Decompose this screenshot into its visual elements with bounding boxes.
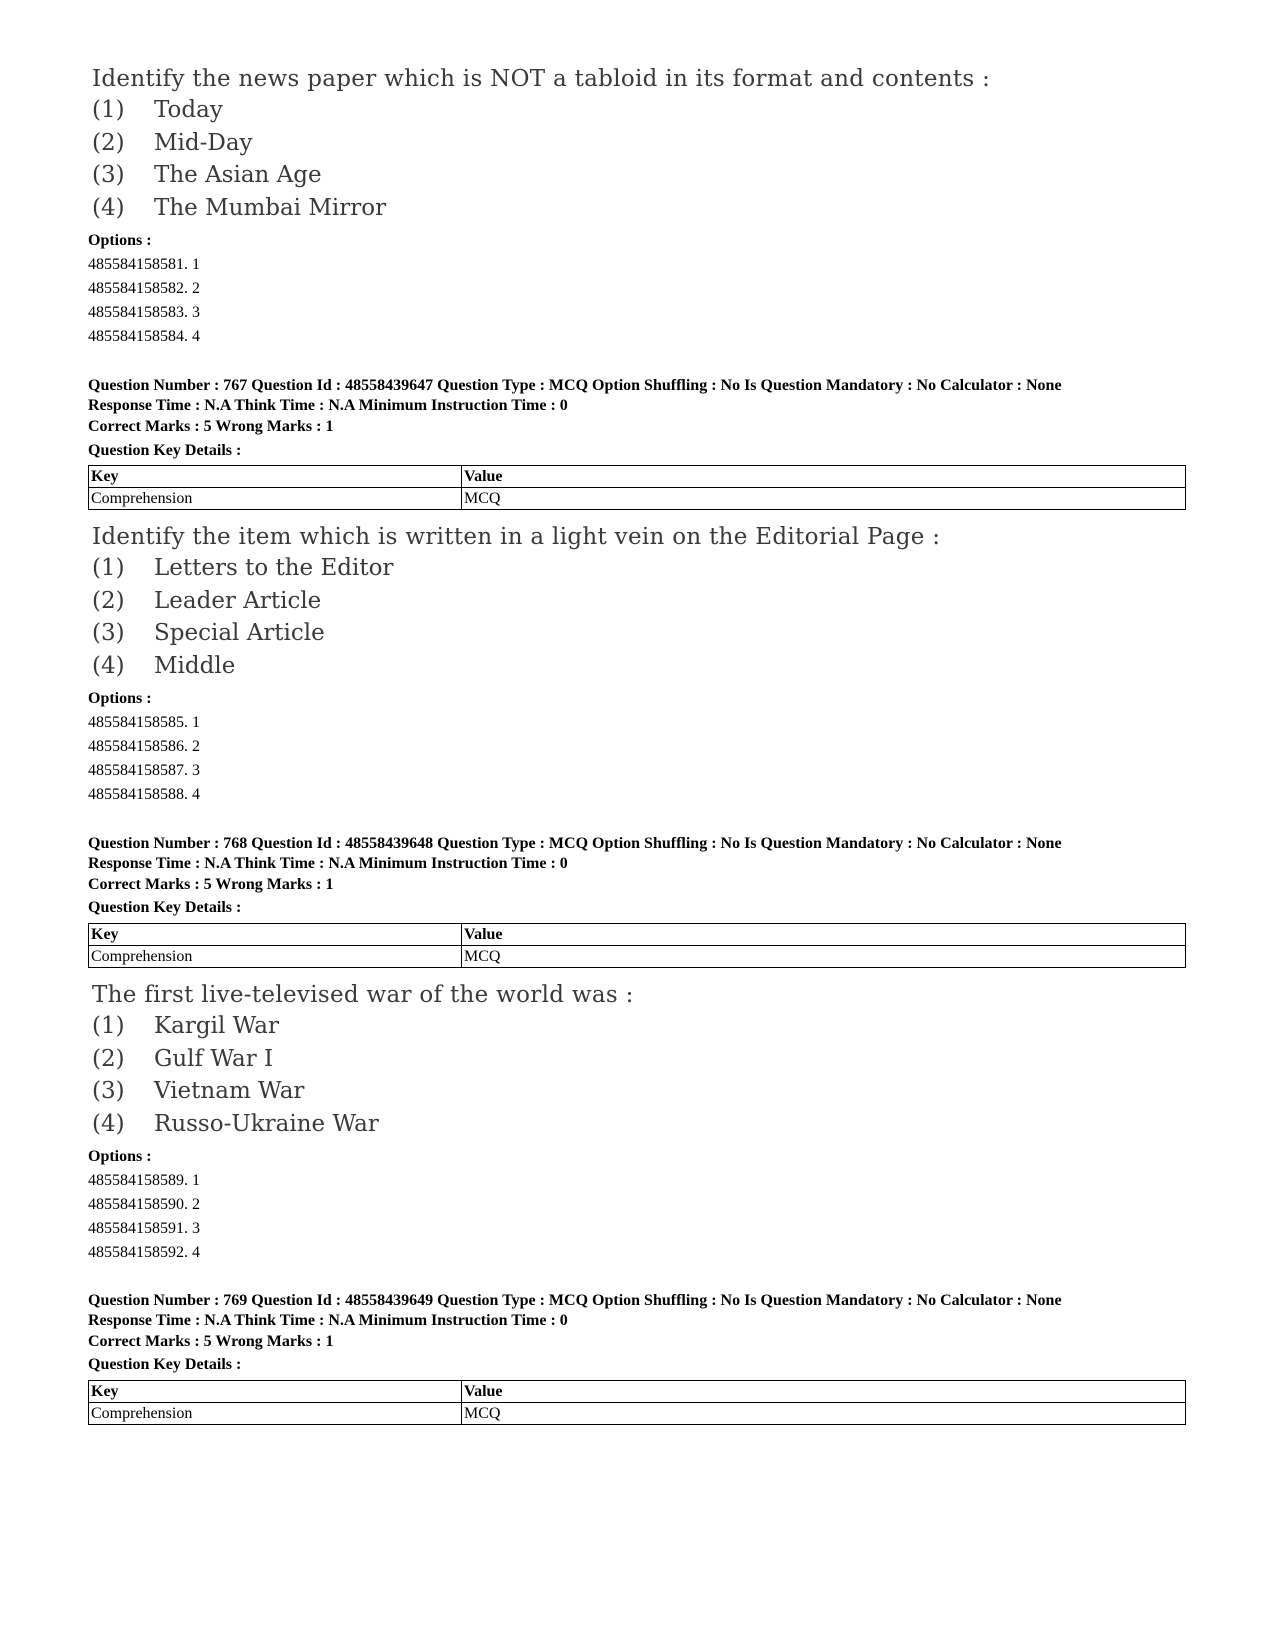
choice <box>92 159 990 192</box>
choice-text: Leader Article <box>154 587 322 614</box>
marks-line: Correct Marks : 5 Wrong Marks : 1 <box>88 418 334 435</box>
key-details-label: Question Key Details : <box>88 1356 242 1373</box>
choice <box>92 585 940 618</box>
table-row <box>89 488 1186 510</box>
table-cell-key: Comprehension <box>89 946 462 968</box>
option-id: 485584158584. 4 <box>88 328 200 345</box>
question-image <box>92 522 940 682</box>
question-header-line: Question Number : 767 Question Id : 48558439647 Question Type : MCQ Option Shuffling : No Is Question Mandatory : No Calculator : None <box>88 377 1062 394</box>
choice-text: The Mumbai Mirror <box>154 194 387 221</box>
question-header-line: Response Time : N.A Think Time : N.A Minimum Instruction Time : 0 <box>88 854 568 872</box>
choice <box>92 1043 634 1076</box>
option-id: 485584158586. 2 <box>88 738 200 755</box>
choice-text: Gulf War I <box>154 1045 274 1072</box>
choice-text: Middle <box>154 652 236 679</box>
option-id: 485584158585. 1 <box>88 714 200 731</box>
choice <box>92 650 940 683</box>
question-header-line: Question Number : 768 Question Id : 48558439648 Question Type : MCQ Option Shuffling : No Is Question Mandatory : No Calculator : None <box>88 835 1062 852</box>
choice-number: (4) <box>92 194 125 221</box>
question-header <box>88 376 1198 415</box>
option-id: 485584158583. 3 <box>88 304 200 321</box>
table-header-row <box>89 466 1186 488</box>
question-image <box>92 64 990 224</box>
choice <box>92 1075 634 1108</box>
question-header <box>88 834 1198 873</box>
key-details-table <box>88 923 1186 968</box>
table-cell-value: MCQ <box>462 946 1186 968</box>
table-row <box>89 1403 1186 1425</box>
table-header-value: Value <box>462 924 1186 946</box>
choice <box>92 127 990 160</box>
key-details-table <box>88 1380 1186 1425</box>
choice-text: Today <box>154 97 223 123</box>
key-details-table <box>88 465 1186 510</box>
choice <box>92 94 990 127</box>
option-id: 485584158589. 1 <box>88 1172 200 1189</box>
question-stem: Identify the item which is written in a light vein on the Editorial Page : <box>92 524 941 550</box>
options-label: Options : <box>88 690 152 707</box>
choice-text: Russo-Ukraine War <box>154 1110 379 1137</box>
table-header-value: Value <box>462 466 1186 488</box>
option-id: 485584158588. 4 <box>88 786 200 803</box>
options-block <box>88 687 200 807</box>
choice-text: Kargil War <box>154 1013 279 1039</box>
table-row <box>89 946 1186 968</box>
choice-number: (2) <box>92 129 125 156</box>
choice-number: (3) <box>92 1078 125 1104</box>
choice-text: Vietnam War <box>154 1078 305 1104</box>
table-header-row <box>89 924 1186 946</box>
choice <box>92 1108 634 1141</box>
choice <box>92 552 940 585</box>
option-id: 485584158592. 4 <box>88 1244 200 1261</box>
choice <box>92 192 990 225</box>
choice-text: Letters to the Editor <box>154 555 394 581</box>
option-id: 485584158591. 3 <box>88 1220 200 1237</box>
choice-number: (2) <box>92 587 125 614</box>
choice-number: (4) <box>92 1110 125 1137</box>
question-header-line: Question Number : 769 Question Id : 48558439649 Question Type : MCQ Option Shuffling : No Is Question Mandatory : No Calculator : None <box>88 1292 1062 1309</box>
option-id: 485584158582. 2 <box>88 280 200 297</box>
question-header-line: Response Time : N.A Think Time : N.A Minimum Instruction Time : 0 <box>88 396 568 414</box>
choice-number: (1) <box>92 555 125 581</box>
table-header-key: Key <box>89 466 462 488</box>
table-header-value: Value <box>462 1381 1186 1403</box>
choice <box>92 617 940 650</box>
table-cell-key: Comprehension <box>89 488 462 510</box>
question-stem: The first live-televised war of the world was : <box>92 982 634 1008</box>
choice-number: (1) <box>92 97 125 123</box>
marks-line: Correct Marks : 5 Wrong Marks : 1 <box>88 876 334 893</box>
choice-number: (4) <box>92 652 125 679</box>
options-block <box>88 1145 200 1265</box>
choice-text: The Asian Age <box>154 162 322 188</box>
table-header-row <box>89 1381 1186 1403</box>
question-header <box>88 1291 1198 1330</box>
option-id: 485584158581. 1 <box>88 256 200 273</box>
question-image <box>92 980 634 1140</box>
choice-text: Mid-Day <box>154 129 253 156</box>
key-details-label: Question Key Details : <box>88 899 242 916</box>
table-cell-key: Comprehension <box>89 1403 462 1425</box>
table-cell-value: MCQ <box>462 488 1186 510</box>
table-header-key: Key <box>89 924 462 946</box>
choice-number: (3) <box>92 620 125 646</box>
choice-number: (2) <box>92 1045 125 1072</box>
option-id: 485584158590. 2 <box>88 1196 200 1213</box>
choice-number: (3) <box>92 162 125 188</box>
options-label: Options : <box>88 232 152 249</box>
table-cell-value: MCQ <box>462 1403 1186 1425</box>
choice-text: Special Article <box>154 620 325 646</box>
options-label: Options : <box>88 1148 152 1165</box>
option-id: 485584158587. 3 <box>88 762 200 779</box>
question-stem: Identify the news paper which is NOT a tabloid in its format and contents : <box>92 66 991 92</box>
options-block <box>88 229 200 349</box>
question-header-line: Response Time : N.A Think Time : N.A Minimum Instruction Time : 0 <box>88 1311 568 1329</box>
table-header-key: Key <box>89 1381 462 1403</box>
choice <box>92 1010 634 1043</box>
choice-number: (1) <box>92 1013 125 1039</box>
marks-line: Correct Marks : 5 Wrong Marks : 1 <box>88 1333 334 1350</box>
key-details-label: Question Key Details : <box>88 442 242 459</box>
